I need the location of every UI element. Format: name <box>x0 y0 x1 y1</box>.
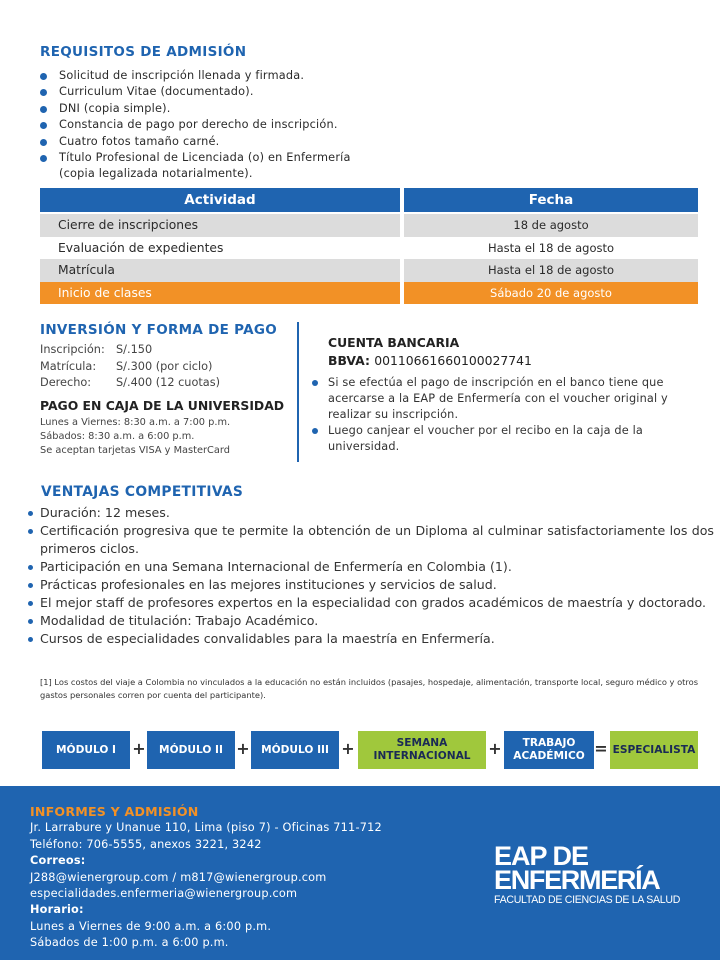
list-item: Modalidad de titulación: Trabajo Académico. <box>28 612 714 630</box>
phone: Teléfono: 706-5555, anexos 3221, 3242 <box>30 837 262 851</box>
cell-fecha: Hasta el 18 de agosto <box>404 259 698 282</box>
requisitos-title: REQUISITOS DE ADMISIÓN <box>40 44 247 60</box>
price-value: S/.150 <box>116 343 153 356</box>
price-label: Matrícula: <box>40 359 97 373</box>
price-label: Inscripción: <box>40 343 105 356</box>
especialista-box: ESPECIALISTA <box>610 731 698 769</box>
table-row <box>40 214 698 237</box>
list-item-continued: (copia legalizada notarialmente). <box>59 167 253 181</box>
requisitos-list <box>40 68 700 183</box>
cell-actividad: Cierre de inscripciones <box>40 214 400 237</box>
cell-fecha: Sábado 20 de agosto <box>404 282 698 305</box>
price-label: Derecho: <box>40 376 92 389</box>
modules-flow <box>42 731 702 769</box>
caja-line: Lunes a Viernes: 8:30 a.m. a 7:00 p.m. <box>40 416 231 428</box>
inversion-section <box>40 322 295 458</box>
price-value: S/.300 (por ciclo) <box>116 359 213 373</box>
bank-account <box>328 352 707 370</box>
contact-panel <box>0 786 720 960</box>
cell-actividad: Evaluación de expedientes <box>40 237 400 260</box>
cuenta-section <box>312 334 707 455</box>
cell-actividad: Matrícula <box>40 259 400 282</box>
plus-sign: + <box>236 739 250 758</box>
ventajas-list <box>28 504 714 648</box>
header-actividad: Actividad <box>40 188 400 212</box>
ventajas-title: VENTAJAS COMPETITIVAS <box>41 484 244 500</box>
ventajas-section <box>28 484 714 648</box>
list-item: Prácticas profesionales en las mejores instituciones y servicios de salud. <box>28 576 714 594</box>
price-row <box>40 342 295 359</box>
cuenta-title: CUENTA BANCARIA <box>328 335 460 350</box>
plus-sign: + <box>488 739 502 758</box>
list-item: Participación en una Semana Internacional de Enfermería en Colombia (1). <box>28 558 714 576</box>
email-line: J288@wienergroup.com / m817@wienergroup.com <box>30 870 327 884</box>
informes-block <box>30 804 470 952</box>
table-row-highlight <box>40 282 698 305</box>
caja-line: Sábados: 8:30 a.m. a 6:00 p.m. <box>40 430 195 442</box>
footnote: [1] Los costos del viaje a Colombia no vinculados a la educación no están incluidos (pasajes, hospedaje, alimentación, transporte local, seguro médico y otros gastos personales corren por cuenta del participante). <box>40 677 699 700</box>
logo-line-2: ENFERMERÍA <box>494 865 660 895</box>
eap-enfermeria-logo <box>494 841 704 906</box>
semana-internacional-box: SEMANA INTERNACIONAL <box>358 731 486 769</box>
table-row <box>40 237 698 260</box>
list-item: DNI (copia simple). <box>40 101 700 117</box>
cuenta-list <box>312 375 707 455</box>
horario-line: Lunes a Viernes de 9:00 a.m. a 6:00 p.m. <box>30 919 272 933</box>
caja-title: PAGO EN CAJA DE LA UNIVERSIDAD <box>40 397 285 413</box>
logo-line-1: EAP DE <box>494 841 589 871</box>
list-item: Solicitud de inscripción llenada y firmada. <box>40 68 700 84</box>
list-item: Duración: 12 meses. <box>28 504 714 522</box>
bank-number: 0011066166010002774​1 <box>374 353 532 368</box>
inversion-title: INVERSIÓN Y FORMA DE PAGO <box>40 322 278 338</box>
table-row <box>40 259 698 282</box>
caja-section <box>40 398 295 458</box>
bank-label: BBVA: <box>328 353 370 368</box>
cell-fecha: Hasta el 18 de agosto <box>404 237 698 260</box>
list-item: Cuatro fotos tamaño carné. <box>40 134 700 150</box>
module-1-box: MÓDULO I <box>42 731 130 769</box>
vertical-divider <box>297 322 299 462</box>
table-header <box>40 188 698 214</box>
price-row <box>40 375 295 392</box>
cell-actividad: Inicio de clases <box>40 282 400 305</box>
logo-line-3: FACULTAD DE CIENCIAS DE LA SALUD <box>494 894 681 906</box>
correos-label: Correos: <box>30 854 86 868</box>
email-line: especialidades.enfermeria@wienergroup.com <box>30 887 298 901</box>
price-row <box>40 359 295 376</box>
cell-fecha: 18 de agosto <box>404 214 698 237</box>
list-item: Curriculum Vitae (documentado). <box>40 84 700 100</box>
list-item: Certificación progresiva que te permite la obtención de un Diploma al culminar satisfactoriamente los dos primeros ciclos. <box>28 522 714 558</box>
horario-label: Horario: <box>30 903 84 917</box>
module-3-box: MÓDULO III <box>251 731 339 769</box>
plus-sign: + <box>341 739 355 758</box>
header-fecha: Fecha <box>404 188 698 212</box>
list-item: Título Profesional de Licenciada (o) en Enfermería <box>40 150 700 166</box>
trabajo-academico-box: TRABAJO ACADÉMICO <box>504 731 594 769</box>
list-item: El mejor staff de profesores expertos en la especialidad con grados académicos de maestría y doctorado. <box>28 594 714 612</box>
plus-sign: + <box>132 739 146 758</box>
address: Jr. Larrabure y Unanue 110, Lima (piso 7) - Oficinas 711-712 <box>30 821 382 835</box>
price-value: S/.400 (12 cuotas) <box>116 376 221 389</box>
informes-title: INFORMES Y ADMISIÓN <box>30 804 199 819</box>
caja-line: Se aceptan tarjetas VISA y MasterCard <box>40 444 230 456</box>
list-item: Constancia de pago por derecho de inscripción. <box>40 117 700 133</box>
list-item: Si se efectúa el pago de inscripción en el banco tiene que acercarse a la EAP de Enfermería con el voucher original y realizar su inscripción. <box>312 375 707 423</box>
horario-line: Sábados de 1:00 p.m. a 6:00 p.m. <box>30 936 229 950</box>
schedule-table <box>40 188 698 304</box>
module-2-box: MÓDULO II <box>147 731 235 769</box>
requisitos-section <box>40 44 700 183</box>
list-item: Luego canjear el voucher por el recibo en la caja de la universidad. <box>312 423 707 455</box>
equals-sign: = <box>594 739 608 758</box>
list-item: Cursos de especialidades convalidables para la maestría en Enfermería. <box>28 630 714 648</box>
